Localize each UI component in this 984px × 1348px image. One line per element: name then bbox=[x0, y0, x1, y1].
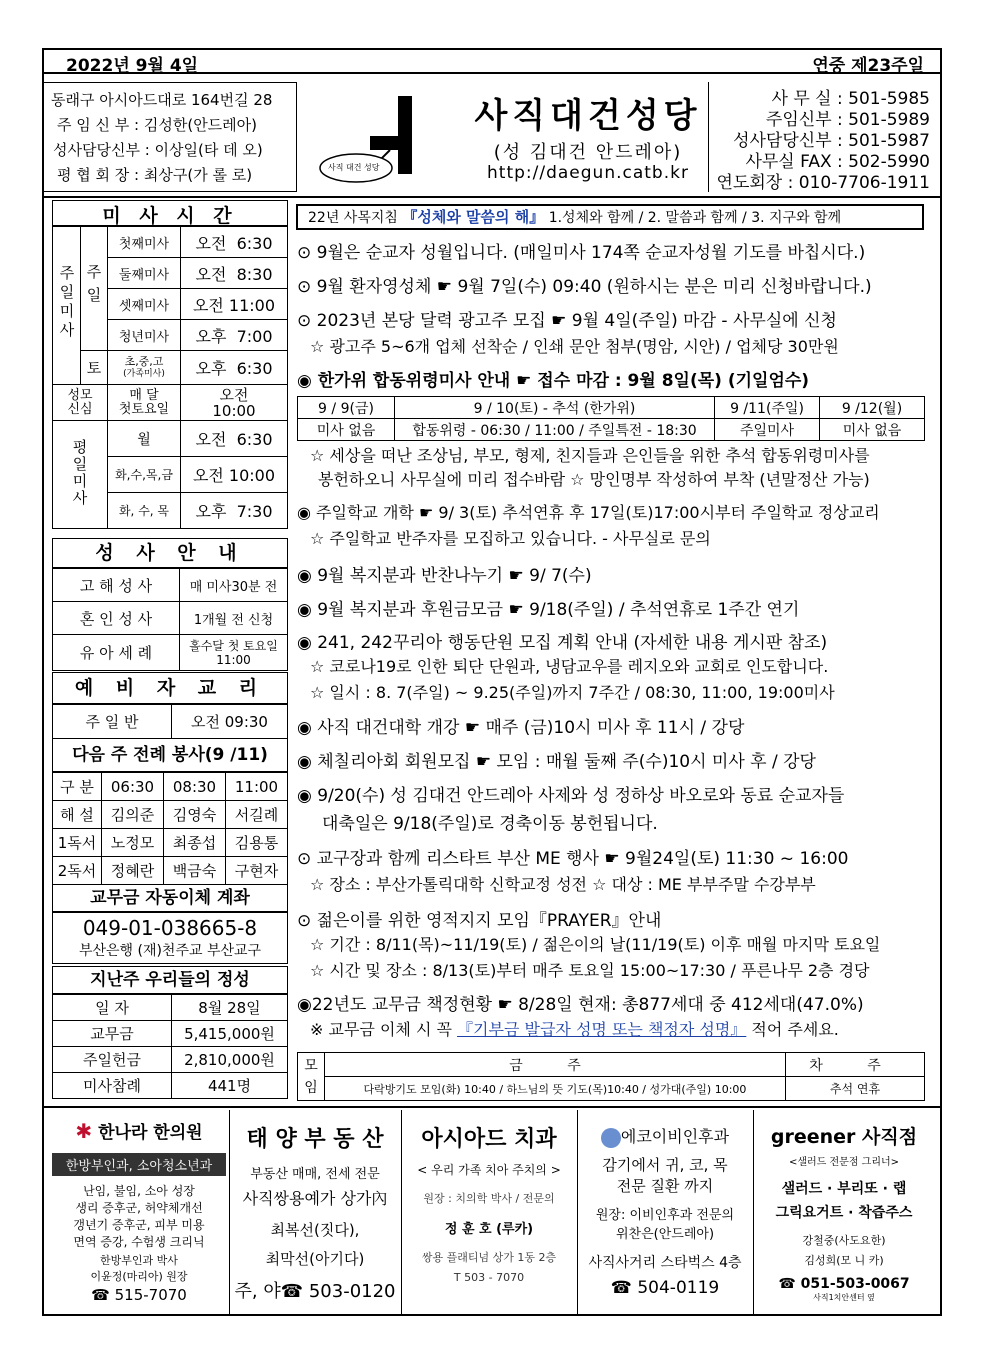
council-label: 평 협 회 장 : bbox=[57, 166, 140, 184]
offering-table bbox=[52, 994, 288, 1099]
ad-title: greener 사직점 bbox=[770, 1126, 918, 1148]
ent-logo-icon bbox=[601, 1128, 621, 1148]
notice-chuseok: ◉ 한가위 합동위령미사 안내 ☛ 접수 마감 : 9월 8일(목) (기일엄수) bbox=[297, 371, 810, 391]
notice-dues-detail bbox=[310, 1017, 839, 1040]
ad-line: < 우리 가족 치아 주치의 > bbox=[417, 1163, 561, 1177]
meetings-label: 모 임 bbox=[298, 1053, 325, 1101]
service-role: 해 설 bbox=[53, 801, 102, 829]
holy-mother-label: 성모 신심 bbox=[53, 385, 108, 421]
mass-name: 셋째미사 bbox=[108, 289, 181, 320]
assistant-label: 성사담당신부 : bbox=[53, 141, 150, 159]
ad-line: 갱년기 증후군, 피부 미용 bbox=[73, 1218, 205, 1232]
notice-sick-communion: ⊙ 9월 환자영성체 ☛ 9월 7일(수) 09:40 (원하시는 분은 미리 신청바랍니다.) bbox=[297, 277, 872, 297]
assistant-row bbox=[53, 139, 263, 160]
chuseok-cell: 합동위령 - 06:30 / 11:00 / 주일특전 - 18:30 bbox=[395, 419, 715, 441]
notice-legio: ◉ 241, 242꾸리아 행동단원 모집 계획 안내 (자세한 내용 게시판 참조) bbox=[297, 633, 828, 653]
ad-line: 원장: 이비인후과 전문의 bbox=[595, 1207, 735, 1223]
ad-hannara bbox=[50, 1110, 228, 1314]
header-phones bbox=[708, 82, 942, 192]
church-logo bbox=[308, 84, 458, 190]
ad-line: T 503 - 7070 bbox=[453, 1271, 525, 1284]
weekday-time: 오후 7:30 bbox=[181, 493, 288, 529]
offering-value: 2,810,000원 bbox=[172, 1047, 288, 1073]
chuseok-cell: 미사 없음 bbox=[820, 419, 925, 441]
offering-value: 441명 bbox=[172, 1073, 288, 1099]
pastor-name: 김성한(안드레아) bbox=[143, 116, 258, 134]
bulletin-date: 2022년 9월 4일 bbox=[66, 56, 199, 76]
mass-time: 오전 11:00 bbox=[181, 289, 288, 320]
pastor-label: 주 임 신 부 : bbox=[57, 116, 140, 134]
service-person: 김영숙 bbox=[164, 801, 226, 829]
service-table bbox=[52, 772, 288, 885]
header-divider bbox=[42, 196, 942, 198]
weekday-time: 오전 10:00 bbox=[181, 457, 288, 493]
service-title: 다음 주 전례 봉사(9 /11) bbox=[52, 738, 288, 772]
mass-time: 오후 7:00 bbox=[181, 320, 288, 351]
notice-prayer: ⊙ 젊은이를 위한 영적지지 모임『PRAYER』안내 bbox=[297, 911, 662, 931]
ad-line: 한방부인과 박사 bbox=[100, 1254, 178, 1267]
date-bar bbox=[42, 48, 942, 74]
ad-line: 위찬은(안드레아) bbox=[615, 1226, 715, 1242]
logo-text: 사직 대건 성당 bbox=[328, 163, 380, 172]
notice-memorial-2: 봉헌하오니 사무실에 미리 접수바람 ☆ 망인명부 작성하여 부착 (년말정산 가능) bbox=[318, 470, 870, 489]
chuseok-cell: 미사 없음 bbox=[298, 419, 395, 441]
next-week-content: 추석 연휴 bbox=[786, 1077, 925, 1101]
notice-accompanist: ☆ 주일학교 반주자를 모집하고 있습니다. - 사무실로 문의 bbox=[310, 529, 711, 548]
ad-line: 원장 : 치의학 박사 / 전문의 bbox=[423, 1192, 555, 1205]
ad-line: 강철중(사도요한) bbox=[802, 1234, 886, 1247]
account-number: 049-01-038665-8 bbox=[82, 916, 258, 940]
notice-dues: ◉22년도 교무금 책정현황 ☛ 8/28일 현재: 총877세대 중 412세대(47.0%) bbox=[297, 995, 864, 1015]
service-role: 1독서 bbox=[53, 829, 102, 857]
holy-mother-day: 매 달 첫토요일 bbox=[108, 385, 181, 421]
weekday-time: 오전 6:30 bbox=[181, 421, 288, 457]
service-header: 08:30 bbox=[164, 773, 226, 801]
notice-legio-detail: ☆ 코로나19로 인한 퇴단 단원과, 냉담교우를 레지오와 교회로 인도합니다. bbox=[310, 657, 829, 676]
notice-side-dish: ◉ 9월 복지분과 반찬나누기 ☛ 9/ 7(수) bbox=[297, 566, 592, 586]
this-week-content: 다락방기도 모임(화) 10:40 / 하느님의 뜻 기도(목)10:40 / 성가대(주일) 10:00 bbox=[325, 1077, 786, 1101]
ad-title: 아시아드 치과 bbox=[421, 1127, 557, 1152]
ad-greener bbox=[754, 1110, 934, 1314]
phone-3: 성사담당신부 : 501-5987 bbox=[733, 131, 930, 151]
ad-line: 최복선(짓다), bbox=[270, 1221, 360, 1239]
this-week-header: 금 주 bbox=[325, 1053, 786, 1077]
next-week-header: 차 주 bbox=[786, 1053, 925, 1077]
mass-name: 첫째미사 bbox=[108, 227, 181, 258]
sacrament-name: 고 해 성 사 bbox=[53, 569, 180, 602]
service-person: 정혜란 bbox=[102, 857, 164, 885]
ad-line: 그릭요거트 · 착즙주스 bbox=[775, 1205, 913, 1221]
catechism-table bbox=[52, 704, 288, 739]
catechism-name: 주 일 반 bbox=[53, 705, 172, 739]
church-url: http://daegun.catb.kr bbox=[487, 163, 689, 183]
ad-line: 이윤정(마리아) 원장 bbox=[90, 1270, 188, 1283]
sacrament-table bbox=[52, 568, 288, 671]
ad-phone: ☎ 051-503-0067 bbox=[778, 1276, 910, 1292]
ad-note: 사직1치안센터 옆 bbox=[813, 1293, 875, 1302]
catechism-time: 오전 09:30 bbox=[172, 705, 288, 739]
assistant-name: 이상일(타 데 오) bbox=[154, 141, 263, 159]
catechism-title: 예 비 자 교 리 bbox=[52, 672, 288, 704]
service-person: 노정모 bbox=[102, 829, 164, 857]
service-header: 구 분 bbox=[53, 773, 102, 801]
dues-suffix: 적어 주세요. bbox=[751, 1020, 839, 1039]
ad-title: ✱ 한나라 한의원 bbox=[75, 1119, 203, 1143]
ad-line: 김성희(모 니 카) bbox=[804, 1254, 884, 1267]
notice-donation: ◉ 9월 복지분과 후원금모금 ☛ 9/18(주일) / 추석연휴로 1주간 연기 bbox=[297, 600, 800, 620]
ad-line: 생리 증후군, 허약체개선 bbox=[75, 1201, 203, 1215]
sacrament-value: 매 미사30분 전 bbox=[180, 569, 288, 602]
offering-label: 미사참례 bbox=[53, 1073, 172, 1099]
chuseok-header: 9 / 9(금) bbox=[298, 397, 395, 419]
saturday-mass-time: 오후 6:30 bbox=[181, 351, 288, 385]
ad-line: 사직사거리 스타벅스 4층 bbox=[588, 1254, 742, 1271]
service-person: 서길례 bbox=[226, 801, 288, 829]
mass-time: 오전 8:30 bbox=[181, 258, 288, 289]
sacrament-value: 홀수달 첫 토요일 11:00 bbox=[180, 635, 288, 671]
saturday-mass-name: 초,중,고 (가족미사) bbox=[108, 351, 181, 385]
mass-name: 둘째미사 bbox=[108, 258, 181, 289]
ad-asiad-dental bbox=[402, 1110, 576, 1314]
phone-1: 사 무 실 : 501-5985 bbox=[771, 89, 930, 109]
banner-prefix: 22년 사목지침 bbox=[308, 210, 398, 226]
ad-eco-ent bbox=[578, 1110, 752, 1314]
sacrament-title: 성 사 안 내 bbox=[52, 538, 288, 568]
ad-title: 태 양 부 동 산 bbox=[246, 1127, 384, 1152]
holy-mother-time: 오전 10:00 bbox=[181, 385, 288, 421]
weekday-name: 월 bbox=[108, 421, 181, 457]
ad-line: 면역 증강, 수험생 크리닉 bbox=[73, 1235, 205, 1249]
offering-title: 지난주 우리들의 정성 bbox=[52, 966, 288, 994]
weekday-name: 화, 수, 목 bbox=[108, 493, 181, 529]
service-person: 구현자 bbox=[226, 857, 288, 885]
cross-logo-icon bbox=[308, 84, 458, 190]
liturgical-week: 연중 제23주일 bbox=[812, 56, 924, 76]
sacrament-value: 1개월 전 신청 bbox=[180, 602, 288, 635]
notice-prayer-period: ☆ 기간 : 8/11(목)~11/19(토) / 젊은이의 날(11/19(토) 이후 매월 마지막 토요일 bbox=[310, 935, 881, 954]
dues-emphasis: 『기부금 발급자 성명 또는 책정자 성명』 bbox=[457, 1020, 747, 1039]
chuseok-cell: 주일미사 bbox=[715, 419, 820, 441]
banner-theme: 『성체와 말씀의 해』 bbox=[402, 208, 545, 226]
ad-band: 한방부인과, 소아청소년과 bbox=[52, 1153, 226, 1176]
notice-memorial: ☆ 세상을 떠난 조상님, 부모, 형제, 친지들과 은인들을 위한 추석 합동위령미사를 bbox=[310, 446, 870, 465]
service-role: 2독서 bbox=[53, 857, 102, 885]
service-header: 06:30 bbox=[102, 773, 164, 801]
chuseok-table bbox=[297, 396, 925, 441]
council-row bbox=[57, 164, 252, 185]
ad-line: 정 훈 호 (루카) bbox=[444, 1222, 534, 1237]
ad-phone: 주, 야☎ 503-0120 bbox=[234, 1281, 396, 1302]
patron-saint: (성 김대건 안드레아) bbox=[493, 142, 683, 163]
ads-divider bbox=[42, 1106, 942, 1108]
mass-table bbox=[52, 226, 288, 529]
notice-me-detail: ☆ 장소 : 부산가톨릭대학 신학교정 성전 ☆ 대상 : ME 부부주말 수강부부 bbox=[310, 875, 816, 894]
chuseok-header: 9 /12(월) bbox=[820, 397, 925, 419]
ad-line: 부동산 매매, 전세 전문 bbox=[250, 1167, 380, 1182]
service-person: 최종섭 bbox=[164, 829, 226, 857]
ad-line: 전문 질환 까지 bbox=[616, 1176, 714, 1195]
notice-martyrs: ⊙ 9월은 순교자 성월입니다. (매일미사 174쪽 순교자성월 기도를 바칩시다.) bbox=[297, 243, 866, 263]
chuseok-header: 9 /11(주일) bbox=[715, 397, 820, 419]
ad-line: 사직쌍용예가 상가內 bbox=[242, 1189, 388, 1208]
notice-feast: ◉ 9/20(수) 성 김대건 안드레아 사제와 성 정하상 바오로와 동료 순교자들 bbox=[297, 786, 845, 806]
notice-calendar: ⊙ 2023년 본당 달력 광고주 모집 ☛ 9월 4일(주일) 마감 - 사무실에 신청 bbox=[297, 311, 837, 331]
ad-line: 난임, 불임, 소아 성장 bbox=[83, 1184, 195, 1198]
account-title: 교무금 자동이체 계좌 bbox=[52, 884, 288, 912]
offering-label: 교무금 bbox=[53, 1021, 172, 1047]
notice-college: ◉ 사직 대건대학 개강 ☛ 매주 (금)10시 미사 후 11시 / 강당 bbox=[297, 718, 745, 738]
offering-value: 5,415,000원 bbox=[172, 1021, 288, 1047]
pastoral-banner bbox=[296, 204, 924, 230]
notice-sunday-school: ◉ 주일학교 개학 ☛ 9/ 3(토) 추석연휴 후 17일(토)17:00시부터 주일학교 정상교리 bbox=[297, 503, 880, 522]
banner-items: 1.성체와 함께 / 2. 말씀과 함께 / 3. 지구와 함께 bbox=[548, 210, 842, 226]
ad-title: 에코이비인후과 bbox=[578, 1124, 752, 1148]
ad-line: 감기에서 귀, 코, 목 bbox=[602, 1155, 728, 1174]
sacrament-name: 유 아 세 례 bbox=[53, 635, 180, 671]
mass-name: 청년미사 bbox=[108, 320, 181, 351]
service-person: 백금숙 bbox=[164, 857, 226, 885]
chuseok-header: 9 / 10(토) - 추석 (한가위) bbox=[395, 397, 715, 419]
notice-calendar-detail: ☆ 광고주 5~6개 업체 선착순 / 인쇄 문안 첨부(명암, 시안) / 업체당 30만원 bbox=[310, 337, 839, 356]
notice-prayer-time: ☆ 시간 및 장소 : 8/13(토)부터 매주 토요일 15:00~17:30 / 푸른나무 2층 경당 bbox=[310, 961, 870, 980]
meetings-table bbox=[297, 1052, 925, 1101]
dues-prefix: ※ 교무금 이체 시 꼭 bbox=[310, 1020, 452, 1039]
header-left bbox=[42, 82, 297, 192]
notice-cecilia: ◉ 체칠리아회 회원모집 ☛ 모임 : 매월 둘째 주(수)10시 미사 후 / 강당 bbox=[297, 752, 816, 772]
sunday-mass-label: 주일미사 bbox=[53, 227, 81, 385]
sacrament-name: 혼 인 성 사 bbox=[53, 602, 180, 635]
service-person: 김용통 bbox=[226, 829, 288, 857]
ad-line: 쌍용 플래티넘 상가 1동 2층 bbox=[421, 1251, 557, 1264]
ad-line: 샐러드 · 부리또 · 랩 bbox=[781, 1181, 907, 1197]
mass-time: 오전 6:30 bbox=[181, 227, 288, 258]
offering-value: 8월 28일 bbox=[172, 995, 288, 1021]
mass-title: 미 사 시 간 bbox=[52, 200, 288, 226]
notice-feast-2: 대축일은 9/18(주일)로 경축이동 봉헌됩니다. bbox=[322, 814, 658, 834]
account-bank: 부산은행 (재)천주교 부산교구 bbox=[78, 943, 262, 959]
offering-label: 주일헌금 bbox=[53, 1047, 172, 1073]
account-box bbox=[52, 912, 288, 964]
flower-icon: ✱ bbox=[75, 1119, 93, 1143]
phone-5: 연도회장 : 010-7706-1911 bbox=[716, 173, 930, 193]
weekday-mass-label: 평일미사 bbox=[53, 421, 108, 529]
ad-phone: ☎ 515-7070 bbox=[91, 1286, 187, 1304]
ad-line: <샐러드 전문점 그리너> bbox=[788, 1157, 900, 1168]
church-address: 동래구 아시아드대로 164번길 28 bbox=[51, 91, 273, 109]
offering-label: 일 자 bbox=[53, 995, 172, 1021]
ad-line: 최막선(아기다) bbox=[265, 1250, 365, 1268]
ad-taeyang bbox=[230, 1110, 400, 1314]
notice-me: ⊙ 교구장과 함께 리스타트 부산 ME 행사 ☛ 9월24일(토) 11:30 ~ 16:00 bbox=[297, 849, 849, 869]
phone-4: 사무실 FAX : 502-5990 bbox=[745, 152, 930, 172]
weekday-name: 화,수,목,금 bbox=[108, 457, 181, 493]
saturday-label: 토 bbox=[81, 351, 108, 385]
service-person: 김의준 bbox=[102, 801, 164, 829]
phone-2: 주임신부 : 501-5989 bbox=[765, 110, 930, 130]
council-name: 최상구(가 롤 로) bbox=[143, 166, 253, 184]
notice-legio-schedule: ☆ 일시 : 8. 7(주일) ~ 9.25(주일)까지 7주간 / 08:30, 11:00, 19:00미사 bbox=[310, 683, 835, 702]
ad-phone: ☎ 504-0119 bbox=[610, 1277, 720, 1298]
church-name: 사직대건성당 bbox=[474, 96, 702, 136]
service-header: 11:00 bbox=[226, 773, 288, 801]
pastor-row bbox=[57, 114, 257, 135]
sunday-label: 주일 bbox=[81, 227, 108, 351]
